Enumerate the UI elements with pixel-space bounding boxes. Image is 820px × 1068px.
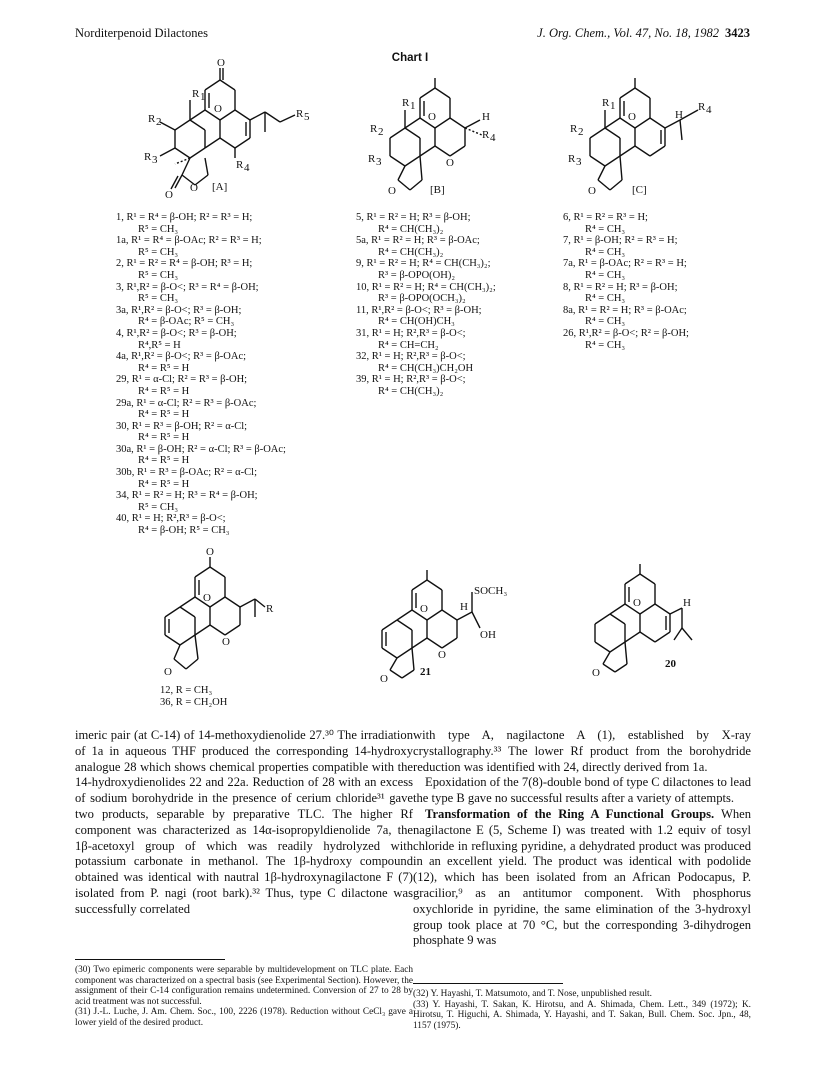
svg-text:O: O	[588, 185, 596, 197]
chart-title: Chart I	[391, 52, 429, 64]
list-item: 30a, R¹ = β-OH; R² = α-Cl; R³ = β-OAc;	[116, 443, 286, 455]
oh-label: OH	[480, 629, 496, 641]
list-item: R⁴ = R⁵ = H	[138, 385, 190, 397]
list-item: R⁴ = R⁵ = H	[138, 409, 190, 421]
list-item: 5a, R¹ = R² = H; R³ = β-OAc;	[356, 235, 480, 247]
footnotes-left	[75, 965, 413, 1029]
list-item: R³ = β-OPO(OCH₃)₂	[378, 293, 466, 305]
journal-citation: J. Org. Chem., Vol. 47, No. 18, 1982	[537, 26, 719, 40]
body-column-left	[75, 728, 413, 918]
list-item: 1, R¹ = R⁴ = β-OH; R² = R³ = H;	[116, 212, 253, 223]
running-header-title: Norditerpenoid Dilactones	[75, 26, 208, 40]
list-item: 5, R¹ = R² = H; R³ = β-OH;	[356, 212, 471, 223]
svg-text:O: O	[388, 185, 396, 197]
list-item: 2, R¹ = R² = R⁴ = β-OH; R³ = H;	[116, 258, 253, 270]
footnote-rule-left	[75, 959, 225, 960]
svg-text:O: O	[203, 592, 211, 604]
compound-list-a	[116, 212, 286, 537]
svg-text:R: R	[698, 101, 706, 113]
list-item: 10, R¹ = R² = H; R⁴ = CH(CH₃)₂;	[356, 281, 496, 293]
svg-text:1: 1	[610, 100, 616, 112]
list-item: R⁴ = CH₃	[585, 293, 626, 305]
svg-text:O: O	[206, 546, 214, 558]
svg-text:2: 2	[156, 116, 162, 128]
list-item: R⁴ = R⁵ = H	[138, 362, 190, 374]
page-number: 3423	[725, 26, 750, 40]
paragraph: Epoxidation of the 7(8)-double bond of type C dilactones to lead the type B gave no successful results after a variety of attempts.	[413, 775, 751, 806]
svg-text:O: O	[214, 103, 222, 115]
svg-text:4: 4	[244, 162, 250, 174]
svg-text:O: O	[380, 673, 388, 685]
paragraph: with type A, nagilactone A (1), established by X-ray crystallography.³³ The lower Rf product from the borohydride reduction was identified with 24, directly derived from 1a.	[413, 728, 751, 774]
list-item: R⁵ = CH₃	[138, 293, 179, 305]
list-item: R⁴ = CH(CH₃)CH₂OH	[378, 362, 474, 374]
structure-a-diagram	[120, 57, 320, 201]
list-item: R⁵ = CH₃	[138, 246, 179, 258]
svg-text:R: R	[570, 123, 578, 135]
list-item: R⁴,R⁵ = H	[138, 339, 181, 351]
structure-12-caption	[160, 685, 270, 709]
section-heading: Transformation of the Ring A Functional Groups.	[425, 806, 715, 821]
svg-text:3: 3	[576, 156, 582, 168]
footnote-rule-right	[413, 983, 563, 984]
structure-12-diagram	[140, 546, 290, 680]
list-item: R⁴ = β-OAc; R⁵ = CH₃	[138, 316, 235, 328]
footnote: (32) Y. Hayashi, T. Matsumoto, and T. Nose, unpublished result.	[413, 989, 652, 999]
svg-text:O: O	[628, 111, 636, 123]
svg-text:R: R	[368, 153, 376, 165]
svg-text:O: O	[438, 649, 446, 661]
list-item: R⁴ = CH(OH)CH₃	[378, 316, 455, 328]
svg-text:R: R	[192, 88, 200, 100]
list-item: R⁴ = CH₃	[585, 316, 626, 328]
svg-text:R: R	[148, 113, 156, 125]
list-item: 40, R¹ = H; R²,R³ = β-O<;	[116, 513, 226, 525]
list-item: 6, R¹ = R² = R³ = H;	[563, 212, 648, 223]
list-item: R⁴ = R⁵ = H	[138, 455, 190, 467]
list-item: R⁵ = CH₃	[138, 223, 179, 235]
svg-text:H: H	[683, 597, 691, 609]
list-item: R⁴ = CH(CH₃)₂	[378, 223, 444, 235]
frame-label-b: [B]	[430, 184, 445, 196]
list-item: 4, R¹,R² = β-O<; R³ = β-OH;	[116, 327, 237, 339]
svg-text:H: H	[675, 109, 683, 121]
list-item: R⁴ = CH₃	[585, 223, 626, 235]
list-item: R⁴ = CH(CH₃)₂	[378, 246, 444, 258]
list-item: 31, R¹ = H; R²,R³ = β-O<;	[356, 327, 466, 339]
list-item: R⁴ = CH=CH₂	[378, 339, 439, 351]
svg-text:1: 1	[200, 91, 206, 103]
svg-text:O: O	[164, 666, 172, 678]
structure-c-diagram	[560, 80, 730, 198]
list-item: R⁴ = R⁵ = H	[138, 432, 190, 444]
svg-text:4: 4	[490, 132, 496, 144]
list-item: 3, R¹,R² = β-O<; R³ = R⁴ = β-OH;	[116, 281, 259, 293]
svg-text:O: O	[592, 667, 600, 679]
list-item: 30, R¹ = R³ = β-OH; R² = α-Cl;	[116, 420, 248, 432]
socH3-label: SOCH₃	[474, 585, 508, 597]
list-item: 29, R¹ = α-Cl; R² = R³ = β-OH;	[116, 374, 248, 386]
compound-number-21: 21	[420, 666, 431, 678]
svg-text:2: 2	[578, 126, 584, 138]
list-item: 39, R¹ = H; R²,R³ = β-O<;	[356, 374, 466, 386]
structure-b-diagram	[360, 80, 520, 198]
svg-text:R: R	[482, 129, 490, 141]
svg-text:H: H	[460, 601, 468, 613]
list-item: 3a, R¹,R² = β-O<; R³ = β-OH;	[116, 304, 242, 316]
list-item: R⁴ = β-OH; R⁵ = CH₃	[138, 525, 230, 537]
list-item: 7, R¹ = β-OH; R² = R³ = H;	[563, 235, 678, 247]
svg-text:R: R	[296, 108, 304, 120]
svg-text:H: H	[482, 111, 490, 123]
paragraph-text: When nagilactone E (5, Scheme I) was treated with 1.2 equiv of tosyl chloride in refluxing pyridine, a dehydrated product was produced in an excellent yield. The product was identical with podolide (12), which has been isolated from an African Podocapus, P. gracilior,⁹ as an antitumor component. With phosphorus oxychloride in pyridine, the same elimination of the 3-hydroxyl group took place at 70 °C, but the corresponding 3-dihydrogen phosphate 9 was	[413, 806, 752, 948]
svg-text:5: 5	[304, 111, 310, 123]
svg-text:O: O	[420, 603, 428, 615]
caption-line: 12, R = CH₃	[160, 685, 213, 696]
body-column-right	[413, 728, 751, 949]
list-item: 8a, R¹ = R² = H; R³ = β-OAc;	[563, 304, 687, 316]
list-item: R⁴ = CH₃	[585, 269, 626, 281]
paragraph: imeric pair (at C-14) of 14-methoxydienolide 27.³⁰ The irradiation of 1a in aqueous THF produced the corresponding 14-hydroxy analogue 28 which shows chemical properties compatible with the 14-hydroxydienolides 22 and 22a. Reduction of 28 with an excess of sodium borohydride in the presence of cerium chloride³¹ gave two products, separable by preparative TLC. The higher Rf component was characterized as 14α-isopropyldienolide 7a, the 1β-acetoxyl group of which was readily hydrolyzed with potassium carbonate in methanol. The 1β-hydroxy compound obtained was identical with nautral 1β-hydroxynagilactone F (7) isolated from P. nagi (root bark).³² Thus, type C dilactone was successfully correlated	[75, 728, 413, 916]
caption-line: 36, R = CH₂OH	[160, 697, 228, 708]
list-item: 32, R¹ = H; R²,R³ = β-O<;	[356, 351, 466, 363]
svg-text:R: R	[602, 97, 610, 109]
svg-text:O: O	[165, 189, 173, 201]
svg-text:O: O	[428, 111, 436, 123]
footnote: (31) J.-L. Luche, J. Am. Chem. Soc., 100, 2226 (1978). Reduction without CeCl₃ gave a lower yield of the desired product.	[75, 1007, 413, 1028]
frame-label-c: [C]	[632, 184, 647, 196]
list-item: R³ = β-OPO(OH)₂	[378, 269, 455, 281]
svg-text:3: 3	[152, 154, 158, 166]
svg-text:O: O	[633, 597, 641, 609]
svg-text:3: 3	[376, 156, 382, 168]
list-item: 26, R¹,R² = β-O<; R² = β-OH;	[563, 327, 689, 339]
svg-text:2: 2	[378, 126, 384, 138]
list-item: 1a, R¹ = R⁴ = β-OAc; R² = R³ = H;	[116, 235, 262, 247]
section-heading-paragraph	[413, 807, 751, 949]
footnote: (33) Y. Hayashi, T. Sakan, K. Hirotsu, and A. Shimada, Chem. Lett., 349 (1972); K. Hirotsu, T. Higuchi, A. Shimada, Y. Hayashi, and T. Sakan, Bull. Chem. Soc. Jpn., 48, 1157 (1975).	[413, 999, 751, 1031]
running-header-citation	[537, 26, 750, 41]
footnote: (30) Two epimeric components were separable by multidevelopment on TLC plate. Each component was characterized on a spectral basis (see Experimental Section). However, the assignment of their C-14 configuration remains undetermined. Conversion of 27 to 28 by acid treatment was not successful.	[75, 965, 413, 1007]
compound-list-c	[563, 212, 689, 351]
list-item: 7a, R¹ = β-OAc; R² = R³ = H;	[563, 258, 687, 270]
list-item: R⁵ = CH₃	[138, 269, 179, 281]
list-item: R⁵ = CH₃	[138, 501, 179, 513]
svg-text:1: 1	[410, 100, 416, 112]
structure-20-diagram	[570, 566, 720, 679]
list-item: 34, R¹ = R² = H; R³ = R⁴ = β-OH;	[116, 490, 258, 502]
structure-21-diagram	[352, 572, 522, 685]
list-item: 8, R¹ = R² = H; R³ = β-OH;	[563, 281, 678, 293]
svg-text:R: R	[144, 151, 152, 163]
list-item: R⁴ = CH₃	[585, 339, 626, 351]
svg-text:O: O	[446, 157, 454, 169]
svg-text:4: 4	[706, 104, 712, 116]
list-item: R⁴ = CH(CH₃)₂	[378, 385, 444, 397]
frame-label-a: [A]	[212, 181, 228, 193]
footnotes-right	[413, 989, 751, 1031]
compound-list-b	[356, 212, 496, 398]
compound-number-20: 20	[665, 658, 676, 670]
svg-text:O: O	[190, 182, 198, 194]
svg-text:O: O	[217, 57, 225, 69]
r-label-12: R	[266, 603, 274, 615]
list-item: 29a, R¹ = α-Cl; R² = R³ = β-OAc;	[116, 397, 257, 409]
list-item: 4a, R¹,R² = β-O<; R³ = β-OAc;	[116, 351, 247, 363]
svg-text:R: R	[370, 123, 378, 135]
list-item: R⁴ = CH₃	[585, 246, 626, 258]
svg-text:R: R	[568, 153, 576, 165]
svg-text:R: R	[402, 97, 410, 109]
list-item: 30b, R¹ = R³ = β-OAc; R² = α-Cl;	[116, 467, 258, 479]
list-item: 9, R¹ = R² = H; R⁴ = CH(CH₃)₂;	[356, 258, 491, 270]
svg-text:O: O	[222, 636, 230, 648]
list-item: 11, R¹,R² = β-O<; R³ = β-OH;	[356, 304, 482, 316]
list-item: R⁴ = R⁵ = H	[138, 478, 190, 490]
svg-text:R: R	[236, 159, 244, 171]
